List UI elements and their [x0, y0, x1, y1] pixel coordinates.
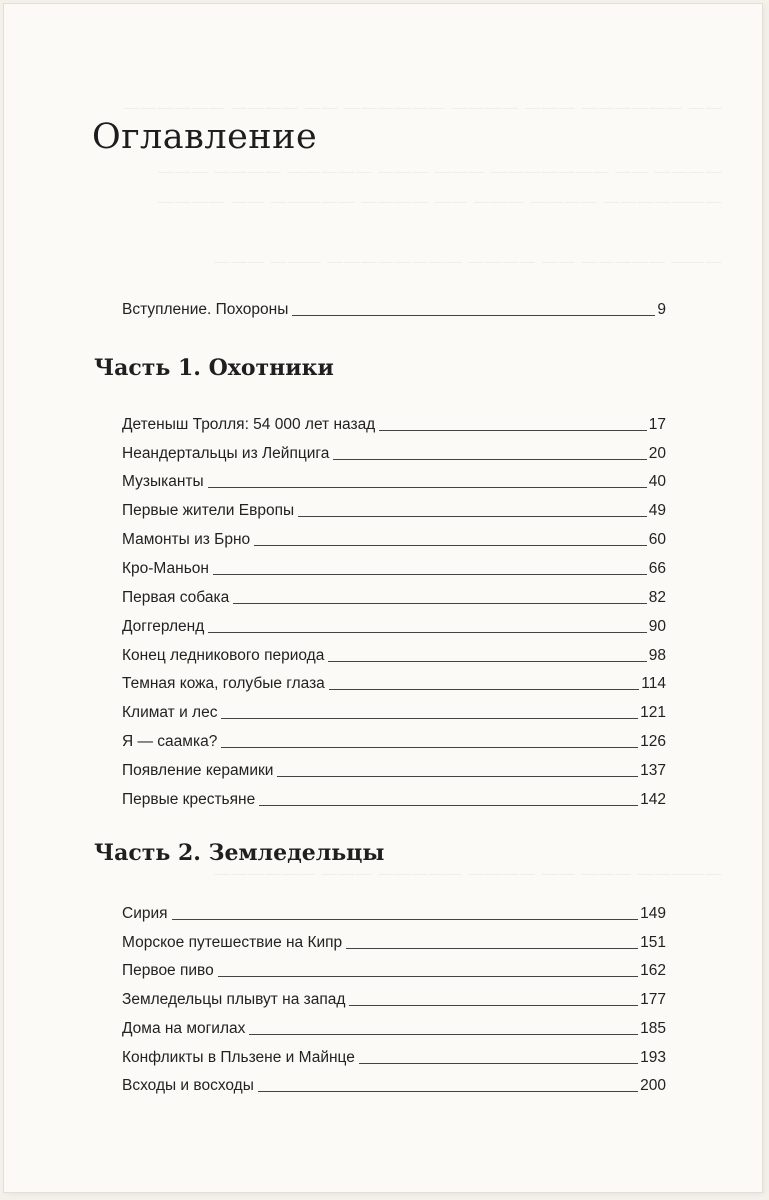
toc-entry-page: 149 — [640, 905, 666, 922]
toc-entry-title: Кро-Маньон — [122, 560, 209, 577]
toc-entry-title: Конец ледникового периода — [122, 647, 325, 664]
toc-entry-page: 162 — [640, 962, 666, 979]
book-page — [4, 4, 762, 1192]
toc-entry[interactable] — [122, 762, 666, 782]
toc-entry-title: Климат и лес — [122, 704, 218, 721]
toc-entry-title: Первая собака — [122, 589, 230, 606]
toc-entry[interactable] — [122, 791, 666, 811]
toc-entry[interactable] — [122, 560, 666, 580]
dot-leader — [233, 603, 647, 604]
toc-entry-title: Сирия — [122, 905, 168, 922]
toc-entry-page: 17 — [648, 416, 666, 433]
toc-entry[interactable] — [122, 962, 666, 982]
toc-entry[interactable] — [122, 502, 666, 522]
part-1-heading: Часть 1. Охотники — [94, 355, 334, 381]
toc-entry[interactable] — [122, 1049, 666, 1069]
toc-entry-page: 137 — [640, 762, 666, 779]
toc-entry[interactable] — [122, 1077, 666, 1097]
toc-entry-title: Мамонты из Брно — [122, 531, 251, 548]
toc-title: Оглавление — [92, 117, 318, 157]
dot-leader — [213, 574, 647, 575]
dot-leader — [359, 1063, 638, 1064]
toc-entry[interactable] — [122, 905, 666, 925]
toc-entry-title: Дома на могилах — [122, 1020, 246, 1037]
toc-entry-title: Детеныш Тролля: 54 000 лет назад — [122, 416, 376, 433]
dot-leader — [208, 487, 647, 488]
toc-entry[interactable] — [122, 1020, 666, 1040]
toc-entry-page: 193 — [640, 1049, 666, 1066]
toc-entry-page: 121 — [640, 704, 666, 721]
toc-entry-title: Первые крестьяне — [122, 791, 256, 808]
toc-entry-page: 177 — [640, 991, 666, 1008]
toc-entry[interactable] — [122, 934, 666, 954]
toc-entry-title: Я — саамка? — [122, 733, 218, 750]
toc-entry[interactable] — [122, 445, 666, 465]
toc-entry[interactable] — [122, 473, 666, 493]
toc-entry-title: Доггерленд — [122, 618, 205, 635]
toc-entry-title: Первое пиво — [122, 962, 214, 979]
bleed-through-line — [74, 98, 722, 118]
toc-entry-title: Морское путешествие на Кипр — [122, 934, 343, 951]
dot-leader — [277, 776, 638, 777]
toc-entry-page: 98 — [648, 647, 666, 664]
dot-leader — [172, 919, 639, 920]
toc-entry-title: Земледельцы плывут на запад — [122, 991, 346, 1008]
toc-entry[interactable] — [122, 416, 666, 436]
toc-entry-title: Музыканты — [122, 473, 204, 490]
toc-entry-page: 126 — [640, 733, 666, 750]
toc-entry-page: 9 — [657, 301, 666, 318]
part-2-heading: Часть 2. Земледельцы — [94, 840, 385, 866]
dot-leader — [346, 948, 638, 949]
dot-leader — [298, 516, 647, 517]
toc-entry-page: 200 — [640, 1077, 666, 1094]
toc-entry[interactable] — [122, 618, 666, 638]
toc-entry-page: 82 — [648, 589, 666, 606]
toc-entry[interactable] — [122, 647, 666, 667]
toc-entry-title: Конфликты в Пльзене и Майнце — [122, 1049, 355, 1066]
dot-leader — [221, 718, 638, 719]
dot-leader — [218, 976, 638, 977]
dot-leader — [221, 747, 638, 748]
toc-entry-page: 60 — [648, 531, 666, 548]
toc-entry-page: 20 — [648, 445, 666, 462]
toc-entry-page: 49 — [648, 502, 666, 519]
toc-entry-title: Первые жители Европы — [122, 502, 295, 519]
toc-entry-intro[interactable] — [122, 301, 666, 321]
toc-entry-title: Вступление. Похороны — [122, 301, 289, 318]
toc-entry-page: 114 — [641, 675, 666, 692]
toc-entry[interactable] — [122, 589, 666, 609]
dot-leader — [258, 1091, 638, 1092]
toc-entry-title: Темная кожа, голубые глаза — [122, 675, 325, 692]
toc-entry[interactable] — [122, 991, 666, 1011]
dot-leader — [259, 805, 638, 806]
bleed-through-line — [74, 864, 722, 884]
dot-leader — [328, 661, 646, 662]
dot-leader — [254, 545, 647, 546]
bleed-through-line — [74, 162, 722, 182]
toc-entry-page: 185 — [640, 1020, 666, 1037]
dot-leader — [208, 632, 647, 633]
dot-leader — [329, 689, 639, 690]
bleed-through-line — [74, 192, 722, 212]
dot-leader — [379, 430, 647, 431]
toc-entry[interactable] — [122, 704, 666, 724]
toc-entry-title: Неандертальцы из Лейпцига — [122, 445, 330, 462]
dot-leader — [292, 315, 655, 316]
dot-leader — [333, 459, 646, 460]
toc-entry-title: Появление керамики — [122, 762, 274, 779]
toc-entry-page: 90 — [648, 618, 666, 635]
bleed-through-line — [74, 252, 722, 272]
toc-entry[interactable] — [122, 675, 666, 695]
toc-entry-title: Всходы и восходы — [122, 1077, 254, 1094]
toc-entry-page: 142 — [640, 791, 666, 808]
dot-leader — [349, 1005, 638, 1006]
dot-leader — [249, 1034, 638, 1035]
toc-entry[interactable] — [122, 531, 666, 551]
toc-entry-page: 40 — [648, 473, 666, 490]
toc-entry-page: 151 — [640, 934, 666, 951]
toc-entry-page: 66 — [648, 560, 666, 577]
toc-entry[interactable] — [122, 733, 666, 753]
